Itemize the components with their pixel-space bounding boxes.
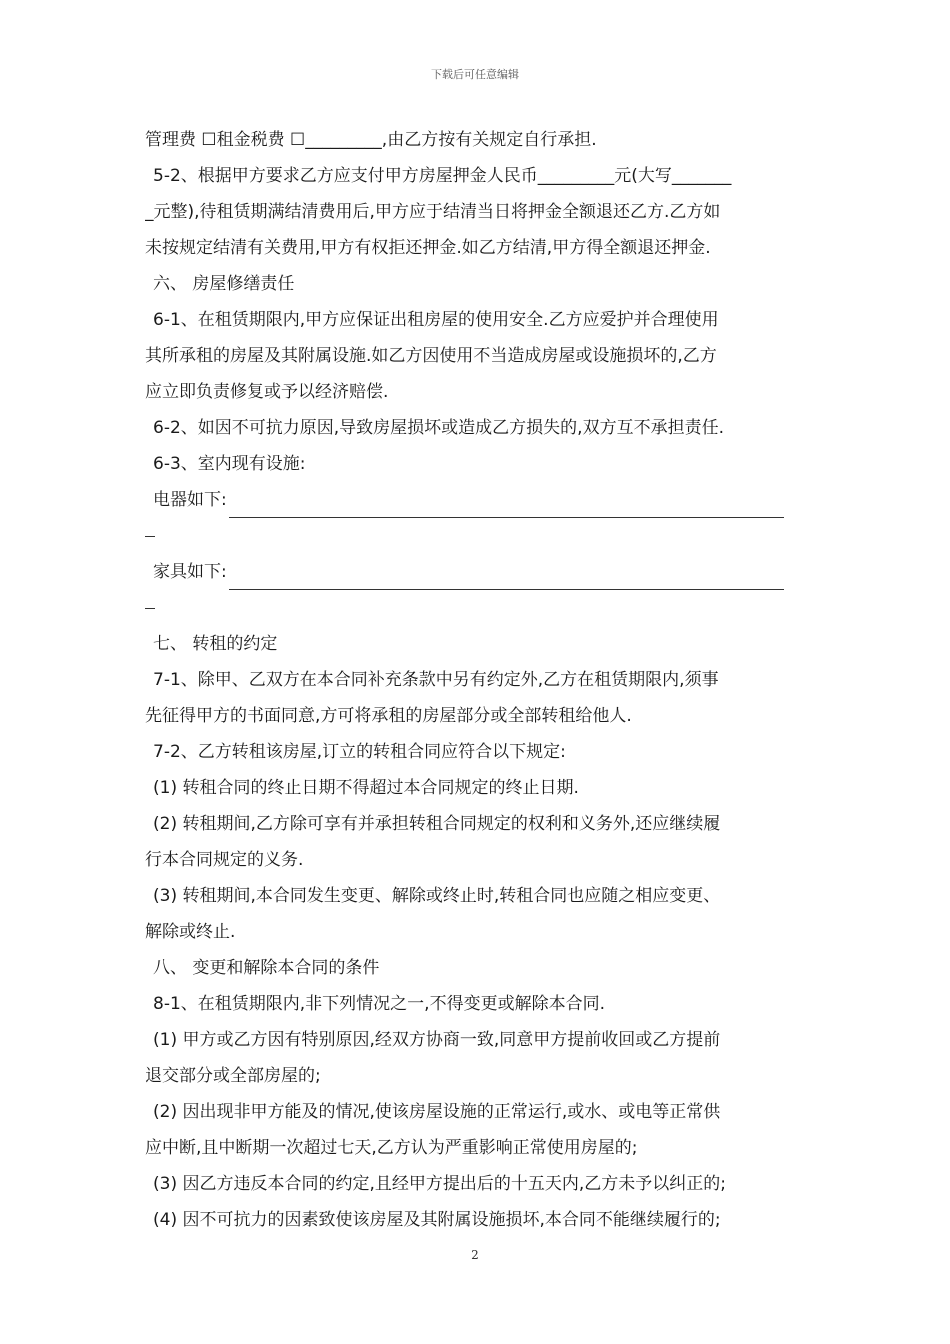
text-line: 应立即负责修复或予以经济赔偿. bbox=[145, 382, 389, 402]
furniture-blank bbox=[229, 563, 784, 590]
appliances-line bbox=[145, 482, 835, 518]
text-line: 6-3、室内现有设施: bbox=[153, 454, 306, 474]
text-line: 七、 转租的约定 bbox=[153, 634, 278, 654]
text-line: 退交部分或全部房屋的; bbox=[145, 1066, 321, 1086]
text-line: 8-1、在租赁期限内,非下列情况之一,不得变更或解除本合同. bbox=[153, 994, 605, 1014]
text-line: 行本合同规定的义务. bbox=[145, 850, 304, 870]
text-line: (3) 因乙方违反本合同的约定,且经甲方提出后的十五天内,乙方未予以纠正的; bbox=[153, 1174, 727, 1194]
text-line: (1) 转租合同的终止日期不得超过本合同规定的终止日期. bbox=[153, 778, 579, 798]
appliances-label: 电器如下: bbox=[153, 490, 227, 510]
text-line: 应中断,且中断期一次超过七天,乙方认为严重影响正常使用房屋的; bbox=[145, 1138, 638, 1158]
clause-block-2 bbox=[145, 626, 835, 1238]
text-line: (2) 转租期间,乙方除可享有并承担转租合同规定的权利和义务外,还应继续履 bbox=[153, 814, 721, 834]
text-line: 6-2、如因不可抗力原因,导致房屋损坏或造成乙方损失的,双方互不承担责任. bbox=[153, 418, 724, 438]
text-line: 未按规定结清有关费用,甲方有权拒还押金.如乙方结清,甲方得全额退还押金. bbox=[145, 238, 711, 258]
text-line: 其所承租的房屋及其附属设施.如乙方因使用不当造成房屋或设施损坏的,乙方 bbox=[145, 346, 717, 366]
text-line: _元整),待租赁期满结清费用后,甲方应于结清当日将押金全额退还乙方.乙方如 bbox=[145, 202, 721, 222]
appliances-blank-tail bbox=[145, 518, 835, 554]
text-line: 6-1、在租赁期限内,甲方应保证出租房屋的使用安全.乙方应爱护并合理使用 bbox=[153, 310, 719, 330]
furniture-label: 家具如下: bbox=[153, 562, 227, 582]
text-line: (3) 转租期间,本合同发生变更、解除或终止时,转租合同也应随之相应变更、 bbox=[153, 886, 721, 906]
text-line: (4) 因不可抗力的因素致使该房屋及其附属设施损坏,本合同不能继续履行的; bbox=[153, 1210, 721, 1230]
text-line: (1) 甲方或乙方因有特别原因,经双方协商一致,同意甲方提前收回或乙方提前 bbox=[153, 1030, 721, 1050]
page-number: 2 bbox=[471, 1248, 479, 1262]
text-line: 管理费 ☐租金税费 ☐_________,由乙方按有关规定自行承担. bbox=[145, 130, 597, 150]
text-line: 7-1、除甲、乙双方在本合同补充条款中另有约定外,乙方在租赁期限内,须事 bbox=[153, 670, 719, 690]
text-line: 先征得甲方的书面同意,方可将承租的房屋部分或全部转租给他人. bbox=[145, 706, 632, 726]
text-line: 八、 变更和解除本合同的条件 bbox=[153, 958, 380, 978]
text-line: 5-2、根据甲方要求乙方应支付甲方房屋押金人民币_________元(大写_______ bbox=[153, 166, 732, 186]
text-line: (2) 因出现非甲方能及的情况,使该房屋设施的正常运行,或水、或电等正常供 bbox=[153, 1102, 721, 1122]
clause-block-1 bbox=[145, 122, 835, 482]
page-header: 下载后可任意编辑 bbox=[431, 68, 519, 81]
text-line: 六、 房屋修缮责任 bbox=[153, 274, 295, 294]
text-line: 7-2、乙方转租该房屋,订立的转租合同应符合以下规定: bbox=[153, 742, 566, 762]
text-line: 解除或终止. bbox=[145, 922, 236, 942]
furniture-blank-tail bbox=[145, 590, 835, 626]
appliances-blank bbox=[229, 491, 784, 518]
furniture-line bbox=[145, 554, 835, 590]
contract-body bbox=[145, 122, 835, 1238]
